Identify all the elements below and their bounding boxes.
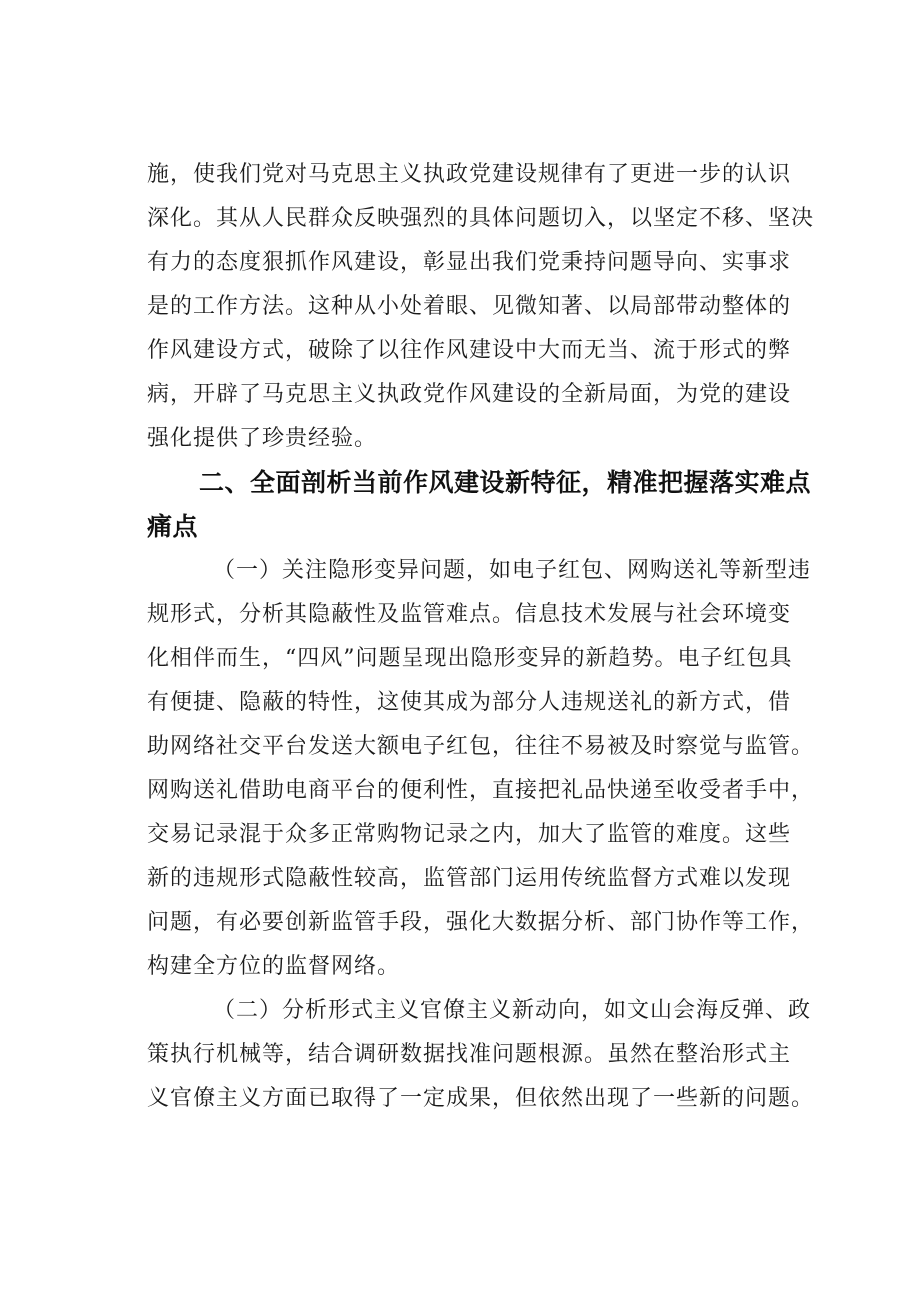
paragraph-line: 化相伴而生，“四风”问题呈现出隐形变异的新趋势。电子红包具 xyxy=(147,646,793,671)
section-heading xyxy=(147,461,827,549)
paragraph-line: 规形式，分析其隐蔽性及监管难点。信息技术发展与社会环境变 xyxy=(147,602,792,627)
paragraph-line: 义官僚主义方面已取得了一定成果，但依然出现了一些新的问题。 xyxy=(147,1086,815,1111)
paragraph-line: 深化。其从人民群众反映强烈的具体问题切入，以坚定不移、坚决 xyxy=(147,206,815,231)
paragraph-line: 网购送礼借助电商平台的便利性，直接把礼品快递至收受者手中， xyxy=(147,778,815,803)
paragraph-3 xyxy=(147,989,827,1121)
paragraph-2 xyxy=(147,549,827,989)
section-heading-line: 二、全面剖析当前作风建设新特征，精准把握落实难点 xyxy=(199,468,812,497)
paragraph-line: 问题，有必要创新监管手段，强化大数据分析、部门协作等工作， xyxy=(147,910,815,935)
paragraph-line: （一）关注隐形变异问题，如电子红包、网购送礼等新型违 xyxy=(213,558,812,583)
paragraph-line: 构建全方位的监督网络。 xyxy=(147,954,401,979)
document-body xyxy=(147,153,827,1121)
paragraph-line: 病，开辟了马克思主义执政党作风建设的全新局面，为党的建设 xyxy=(147,382,792,407)
paragraph-1 xyxy=(147,153,827,461)
paragraph-line: 助网络社交平台发送大额电子红包，往往不易被及时察觉与监管。 xyxy=(147,734,815,759)
paragraph-line: 策执行机械等，结合调研数据找准问题根源。虽然在整治形式主 xyxy=(147,1042,792,1067)
paragraph-line: 有力的态度狠抓作风建设，彰显出我们党秉持问题导向、实事求 xyxy=(147,250,792,275)
paragraph-line: 是的工作方法。这种从小处着眼、见微知著、以局部带动整体的 xyxy=(147,294,792,319)
paragraph-line: 强化提供了珍贵经验。 xyxy=(147,426,378,451)
paragraph-line: 有便捷、隐蔽的特性，这使其成为部分人违规送礼的新方式，借 xyxy=(147,690,792,715)
section-heading-line: 痛点 xyxy=(147,512,199,541)
paragraph-line: （二）分析形式主义官僚主义新动向，如文山会海反弹、政 xyxy=(213,998,812,1023)
paragraph-line: 交易记录混于众多正常购物记录之内，加大了监管的难度。这些 xyxy=(147,822,792,847)
paragraph-line: 作风建设方式，破除了以往作风建设中大而无当、流于形式的弊 xyxy=(147,338,792,363)
paragraph-line: 施，使我们党对马克思主义执政党建设规律有了更进一步的认识 xyxy=(147,162,792,187)
paragraph-line: 新的违规形式隐蔽性较高，监管部门运用传统监督方式难以发现 xyxy=(147,866,792,891)
